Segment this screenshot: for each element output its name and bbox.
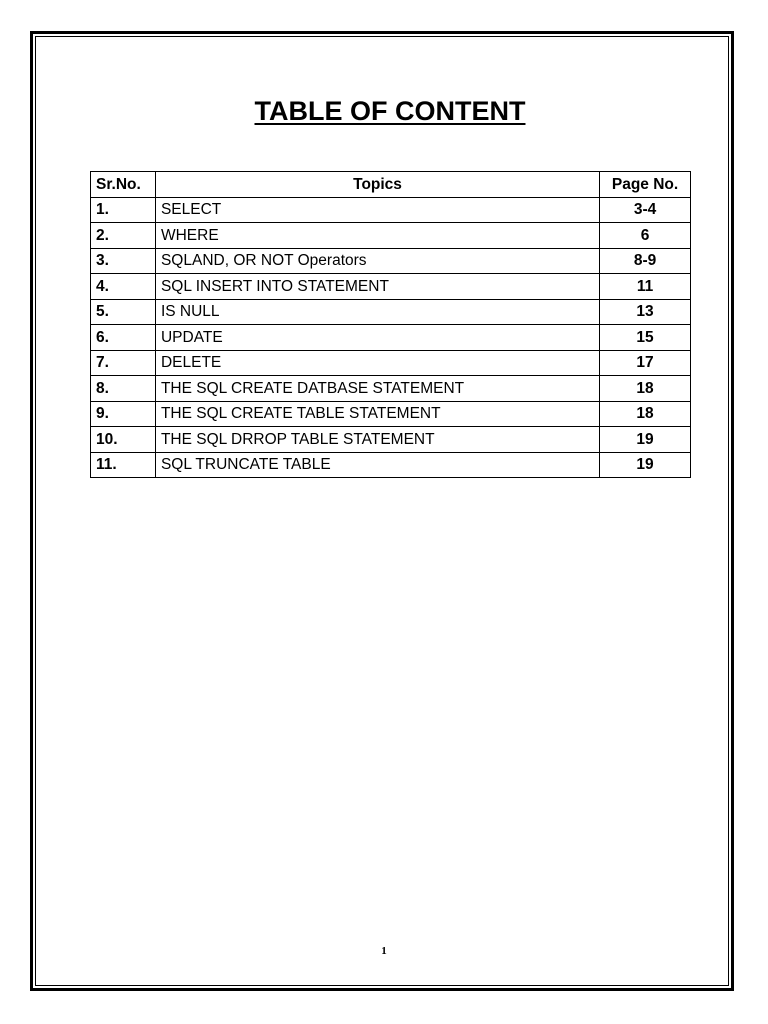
row-sr-no: 9. <box>91 401 156 427</box>
row-topic: SQL INSERT INTO STATEMENT <box>155 274 599 300</box>
row-sr-no: 3. <box>91 248 156 274</box>
table-row <box>91 350 691 376</box>
row-page-no: 15 <box>600 325 691 351</box>
row-sr-no: 7. <box>91 350 156 376</box>
row-page-no: 18 <box>600 376 691 402</box>
table-row <box>91 325 691 351</box>
row-topic: WHERE <box>155 223 599 249</box>
row-page-no: 8-9 <box>600 248 691 274</box>
row-page-no: 18 <box>600 401 691 427</box>
row-sr-no: 6. <box>91 325 156 351</box>
row-topic: SQLAND, OR NOT Operators <box>155 248 599 274</box>
table-row <box>91 452 691 478</box>
row-topic: THE SQL CREATE DATBASE STATEMENT <box>155 376 599 402</box>
table-row <box>91 197 691 223</box>
row-sr-no: 5. <box>91 299 156 325</box>
row-page-no: 13 <box>600 299 691 325</box>
table-of-contents <box>90 171 691 478</box>
table-row <box>91 427 691 453</box>
row-sr-no: 1. <box>91 197 156 223</box>
row-topic: THE SQL DRROP TABLE STATEMENT <box>155 427 599 453</box>
row-topic: SELECT <box>155 197 599 223</box>
row-page-no: 3-4 <box>600 197 691 223</box>
row-sr-no: 4. <box>91 274 156 300</box>
table-row <box>91 248 691 274</box>
header-page-no: Page No. <box>600 172 691 198</box>
page-title: TABLE OF CONTENT <box>254 96 526 126</box>
header-topics: Topics <box>155 172 599 198</box>
row-page-no: 6 <box>600 223 691 249</box>
row-page-no: 19 <box>600 452 691 478</box>
table-row <box>91 223 691 249</box>
row-sr-no: 8. <box>91 376 156 402</box>
table-header-row <box>91 172 691 198</box>
row-page-no: 17 <box>600 350 691 376</box>
table-row <box>91 299 691 325</box>
row-topic: IS NULL <box>155 299 599 325</box>
row-sr-no: 10. <box>91 427 156 453</box>
page-number: 1 <box>381 945 387 957</box>
row-page-no: 11 <box>600 274 691 300</box>
row-topic: THE SQL CREATE TABLE STATEMENT <box>155 401 599 427</box>
row-topic: UPDATE <box>155 325 599 351</box>
row-sr-no: 2. <box>91 223 156 249</box>
row-topic: SQL TRUNCATE TABLE <box>155 452 599 478</box>
row-topic: DELETE <box>155 350 599 376</box>
table-row <box>91 401 691 427</box>
header-sr-no: Sr.No. <box>91 172 156 198</box>
table-row <box>91 376 691 402</box>
table-row <box>91 274 691 300</box>
row-sr-no: 11. <box>91 452 156 478</box>
row-page-no: 19 <box>600 427 691 453</box>
